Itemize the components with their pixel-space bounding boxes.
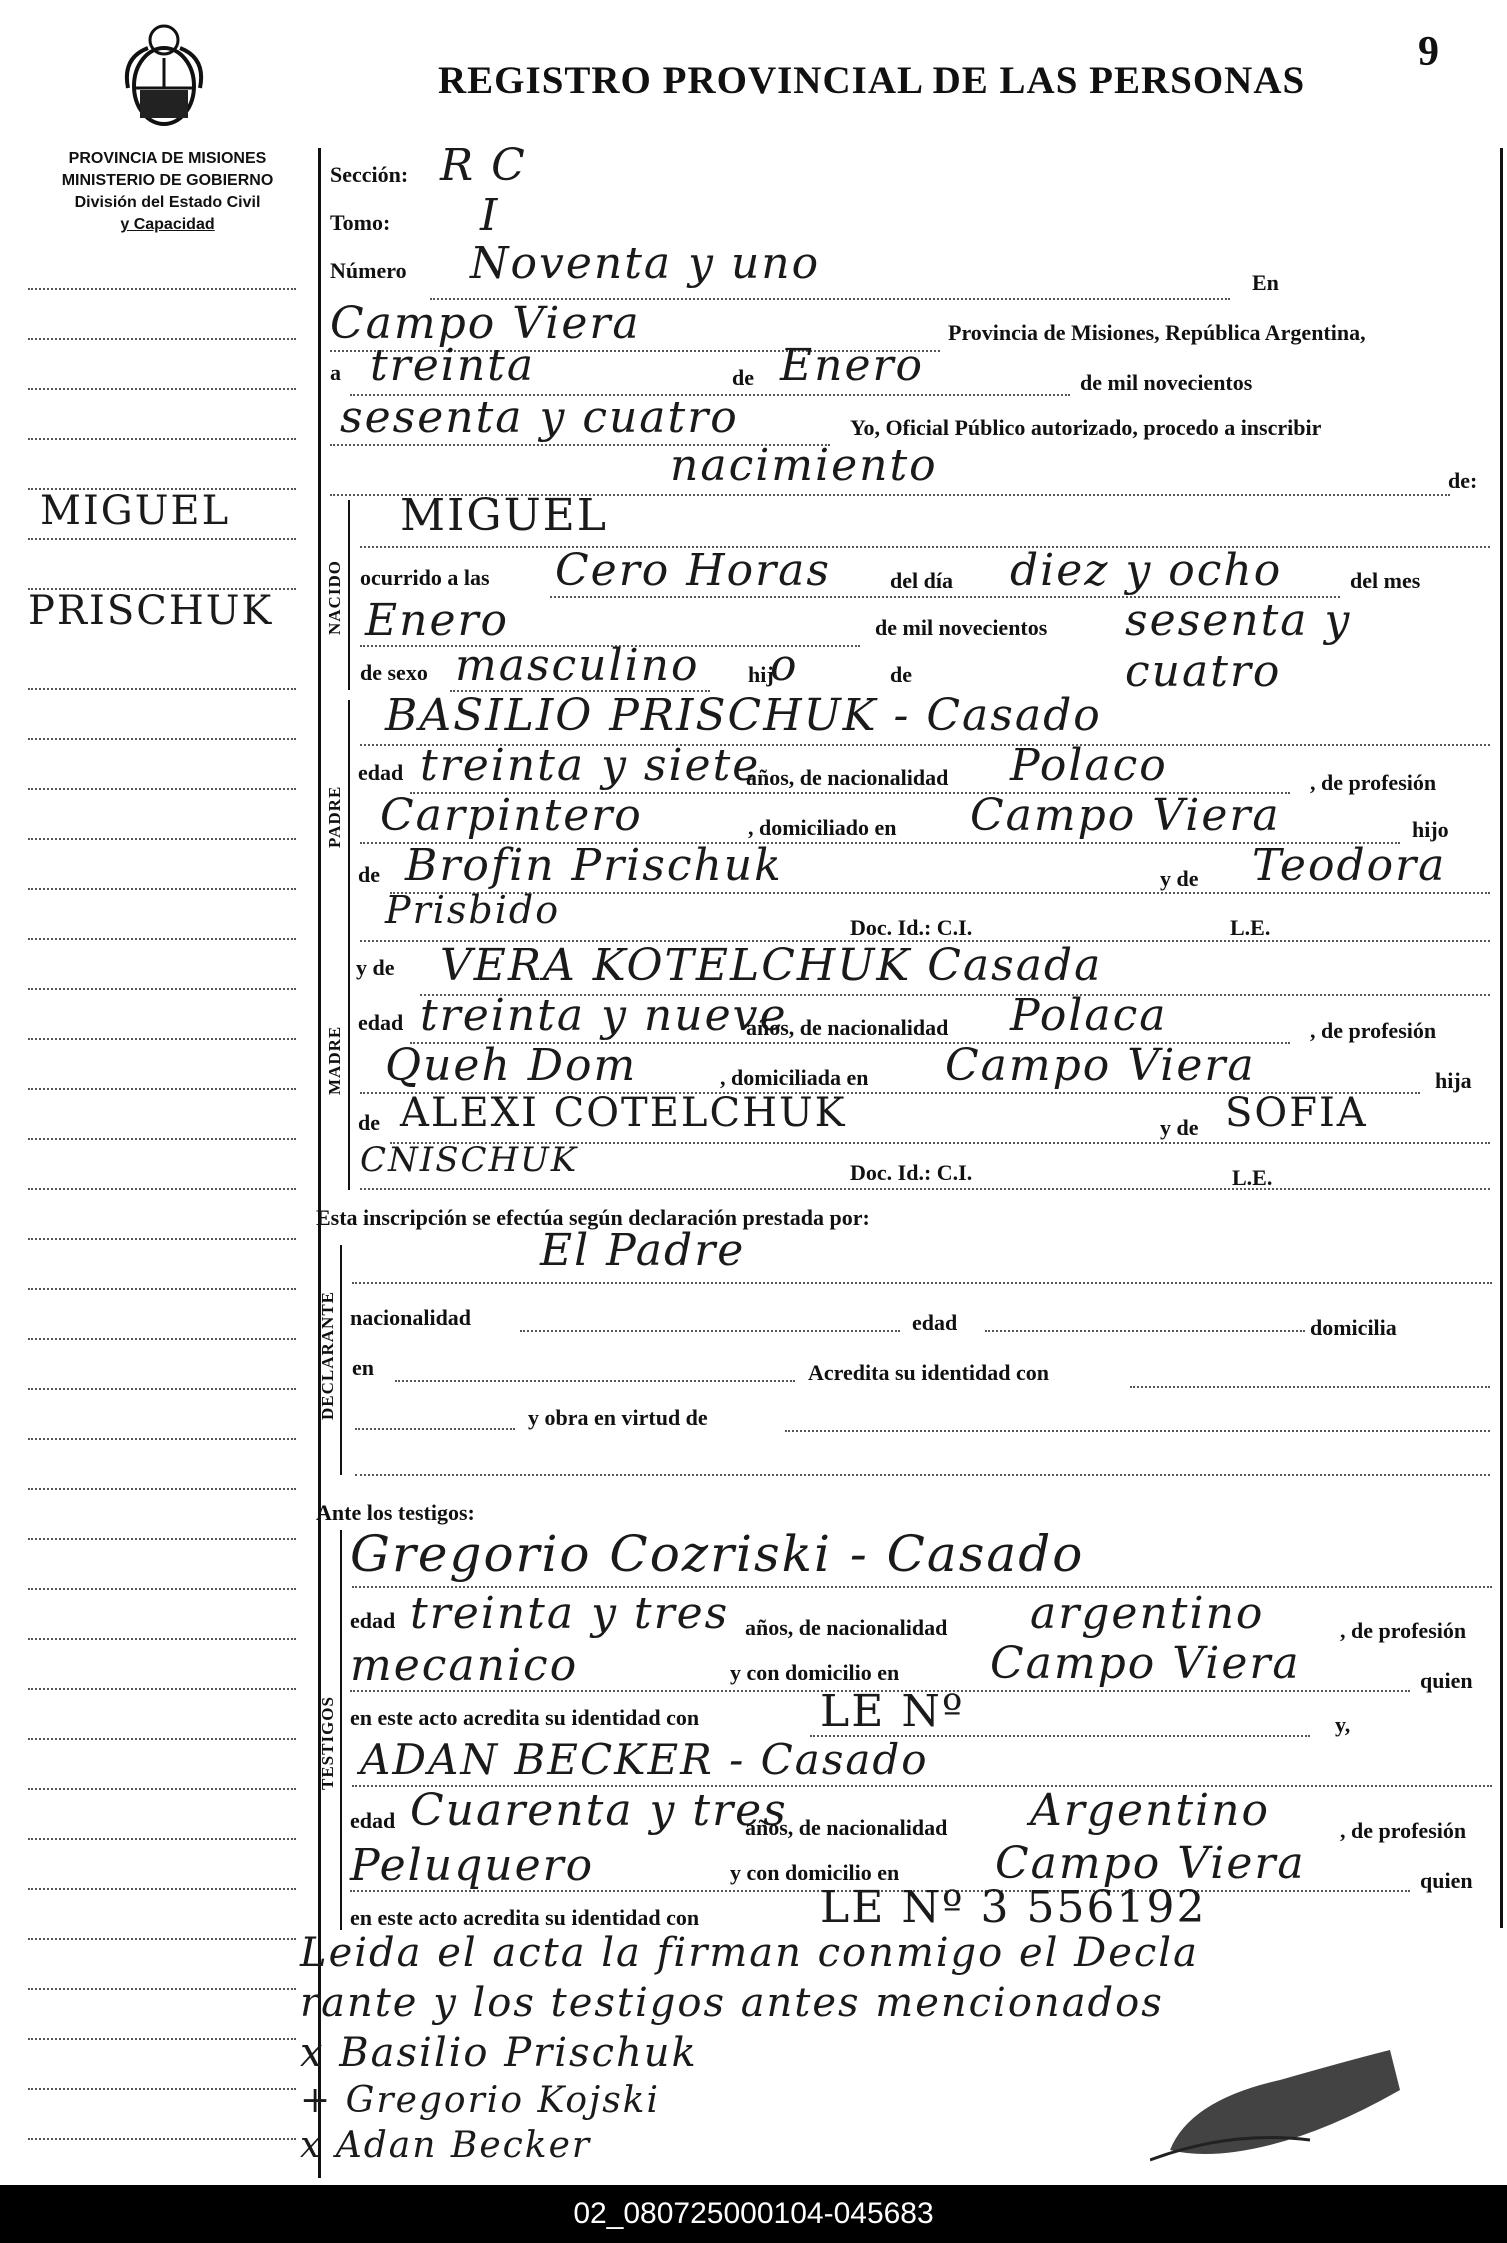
- entry-testigo2-domicilio: Campo Viera: [995, 1838, 1306, 1889]
- entry-padre-madre-apellido: Prisbido: [385, 888, 561, 932]
- office-line-1: PROVINCIA DE MISIONES: [68, 150, 267, 167]
- label-madre-profesion: , de profesión: [1310, 1018, 1437, 1043]
- label-madre-y-de: y de: [356, 955, 395, 980]
- label-padre-domicilio: , domiciliado en: [748, 815, 897, 840]
- entry-sexo: masculino: [455, 640, 700, 691]
- label-ocurrido: ocurrido a las: [360, 565, 490, 590]
- form-border-right: [1500, 148, 1503, 1928]
- label-mil-novecientos: de mil novecientos: [1080, 370, 1253, 395]
- label-provincia: Provincia de Misiones, República Argentina,: [948, 320, 1366, 345]
- entry-madre-domicilio: Campo Viera: [945, 1040, 1256, 1091]
- footer-document-id: 02_080725000104-045683: [0, 2185, 1507, 2243]
- entry-declarante: El Padre: [540, 1225, 746, 1276]
- form-border-left: [318, 148, 321, 2178]
- label-madre-edad: edad: [358, 1010, 404, 1035]
- closing-line-1: Leida el acta la firman conmigo el Decla: [300, 1930, 1199, 1976]
- label-padre-le: L.E.: [1230, 915, 1271, 940]
- label-madre-hija-de: de: [358, 1110, 380, 1135]
- entry-testigo1-nacionalidad: argentino: [1030, 1588, 1265, 1639]
- label-testigo1-y: y,: [1335, 1712, 1351, 1737]
- entry-madre-edad: treinta y nueve: [420, 990, 788, 1041]
- entry-seccion: R C: [440, 140, 527, 191]
- label-hij: hij: [748, 662, 774, 687]
- signature-testigo2: x Adan Becker: [300, 2125, 592, 2166]
- label-obra-virtud: y obra en virtud de: [528, 1405, 708, 1430]
- margin-surname: PRISCHUK: [28, 588, 274, 634]
- entry-testigo1-edad: treinta y tres: [410, 1588, 730, 1639]
- label-acredita: Acredita su identidad con: [808, 1360, 1050, 1385]
- entry-padre-hijo-de: Brofin Prischuk: [405, 840, 783, 891]
- entry-madre-hija-de: ALEXI COTELCHUK: [400, 1090, 847, 1136]
- label-madre-domicilio: , domiciliada en: [720, 1065, 869, 1090]
- label-padre-hijo-de: de: [358, 862, 380, 887]
- label-testigo1-domicilio: y con domicilio en: [730, 1660, 900, 1685]
- label-en: En: [1252, 270, 1279, 295]
- entry-hij-suffix: o: [770, 640, 799, 691]
- entry-testigo1-documento: LE Nº: [820, 1686, 965, 1737]
- office-line-4: y Capacidad: [120, 216, 215, 233]
- label-de: de: [732, 365, 754, 390]
- entry-padre-nombre: BASILIO PRISCHUK - Casado: [385, 690, 1102, 741]
- side-label-padre: PADRE: [325, 785, 344, 848]
- entry-padre-domicilio: Campo Viera: [970, 790, 1281, 841]
- entry-tomo: I: [480, 190, 500, 241]
- label-numero: Número: [330, 258, 407, 283]
- entry-nacido-nombre: MIGUEL: [400, 490, 609, 541]
- entry-madre-madre-apellido: CNISCHUK: [360, 1140, 579, 1180]
- entry-anio-nacimiento: sesenta y cuatro: [1125, 595, 1352, 697]
- label-padre-edad: edad: [358, 760, 404, 785]
- entry-fecha-dia: treinta: [370, 340, 536, 391]
- side-label-testigos: TESTIGOS: [318, 1696, 337, 1790]
- label-de-padres: de: [890, 662, 912, 687]
- entry-padre-profesion: Carpintero: [380, 790, 643, 841]
- label-testigo1-nacionalidad: años, de nacionalidad: [745, 1615, 948, 1640]
- label-ante-testigos: Ante los testigos:: [316, 1500, 475, 1525]
- label-de-sexo: de sexo: [360, 660, 428, 685]
- label-padre-doc-id: Doc. Id.: C.I.: [850, 915, 973, 940]
- entry-mes: Enero: [365, 595, 510, 646]
- label-a: a: [330, 360, 341, 385]
- entry-testigo2-profesion: Peluquero: [350, 1840, 595, 1891]
- entry-padre-nacionalidad: Polaco: [1010, 740, 1168, 791]
- entry-acto: nacimiento: [670, 440, 938, 491]
- label-declarante-edad: edad: [912, 1310, 958, 1335]
- entry-dia: diez y ocho: [1010, 545, 1283, 596]
- label-testigo2-domicilio: y con domicilio en: [730, 1860, 900, 1885]
- entry-madre-profesion: Queh Dom: [385, 1040, 638, 1091]
- label-testigo1-quien: quien: [1420, 1668, 1473, 1693]
- entry-testigo2-edad: Cuarenta y tres: [410, 1785, 788, 1836]
- label-testigo2-nacionalidad: años, de nacionalidad: [745, 1815, 948, 1840]
- label-padre-profesion: , de profesión: [1310, 770, 1437, 795]
- label-madre-nacionalidad: años, de nacionalidad: [746, 1015, 949, 1040]
- label-testigo2-acredita: en este acto acredita su identidad con: [350, 1905, 700, 1930]
- label-esta-inscripcion: Esta inscripción se efectúa según declaración prestada por:: [316, 1205, 870, 1230]
- closing-line-2: rante y los testigos antes mencionados: [300, 1980, 1164, 2026]
- side-label-madre: MADRE: [325, 1025, 344, 1095]
- margin-name: MIGUEL: [40, 488, 231, 534]
- entry-lugar: Campo Viera: [330, 298, 641, 349]
- label-yo-oficial: Yo, Oficial Público autorizado, procedo a inscribir: [850, 415, 1322, 440]
- entry-numero: Noventa y uno: [470, 238, 821, 289]
- entry-testigo1-profesion: mecanico: [350, 1640, 579, 1691]
- label-de-mil-novecientos: de mil novecientos: [875, 615, 1048, 640]
- entry-madre-nombre: VERA KOTELCHUK Casada: [440, 940, 1103, 991]
- label-declarante-domicilia: domicilia: [1310, 1315, 1397, 1340]
- label-madre-doc-id: Doc. Id.: C.I.: [850, 1160, 973, 1185]
- entry-fecha-mes: Enero: [780, 340, 925, 391]
- entry-testigo1-nombre: Gregorio Cozriski - Casado: [350, 1525, 1085, 1583]
- official-stamp-icon: [1150, 2040, 1410, 2170]
- label-padre-nacionalidad: años, de nacionalidad: [746, 765, 949, 790]
- office-line-3: División del Estado Civil: [74, 194, 261, 211]
- label-testigo2-quien: quien: [1420, 1868, 1473, 1893]
- label-del-mes: del mes: [1350, 568, 1421, 593]
- side-label-nacido: NACIDO: [325, 560, 344, 635]
- label-padre-y-de: y de: [1160, 866, 1199, 891]
- label-testigo1-profesion: , de profesión: [1340, 1618, 1467, 1643]
- label-del-dia: del día: [890, 568, 953, 593]
- office-line-2: MINISTERIO DE GOBIERNO: [61, 172, 274, 189]
- label-seccion: Sección:: [330, 162, 409, 187]
- coat-of-arms-icon: [118, 18, 210, 136]
- label-testigo2-edad: edad: [350, 1808, 396, 1833]
- label-testigo1-acredita: en este acto acredita su identidad con: [350, 1705, 700, 1730]
- entry-testigo2-documento: LE Nº 3 556192: [820, 1882, 1207, 1933]
- entry-testigo2-nacionalidad: Argentino: [1030, 1785, 1270, 1836]
- entry-madre-y-de: SOFIA: [1225, 1090, 1368, 1136]
- label-testigo1-edad: edad: [350, 1608, 396, 1633]
- label-tomo: Tomo:: [330, 210, 391, 235]
- label-hijo: hijo: [1412, 817, 1449, 842]
- page-number: 9: [1418, 29, 1439, 75]
- document-title: REGISTRO PROVINCIAL DE LAS PERSONAS: [438, 59, 1306, 102]
- label-declarante-nacionalidad: nacionalidad: [350, 1305, 472, 1330]
- label-hija: hija: [1435, 1068, 1472, 1093]
- entry-padre-y-de: Teodora: [1252, 840, 1447, 891]
- label-testigo2-profesion: , de profesión: [1340, 1818, 1467, 1843]
- entry-hora: Cero Horas: [555, 545, 831, 596]
- signature-padre: x Basilio Prischuk: [300, 2030, 698, 2076]
- label-de-colon: de:: [1448, 468, 1478, 493]
- entry-padre-edad: treinta y siete: [420, 740, 761, 791]
- entry-testigo2-nombre: ADAN BECKER - Casado: [360, 1735, 929, 1784]
- label-madre-y-de-2: y de: [1160, 1115, 1199, 1140]
- label-declarante-en: en: [352, 1355, 374, 1380]
- entry-testigo1-domicilio: Campo Viera: [990, 1638, 1301, 1689]
- signature-testigo1: + Gregorio Kojski: [300, 2080, 661, 2121]
- entry-madre-nacionalidad: Polaca: [1010, 990, 1168, 1041]
- issuing-office: [30, 148, 305, 236]
- side-label-declarante: DECLARANTE: [318, 1290, 337, 1420]
- label-madre-le: L.E.: [1232, 1165, 1273, 1190]
- entry-anio: sesenta y cuatro: [340, 392, 739, 443]
